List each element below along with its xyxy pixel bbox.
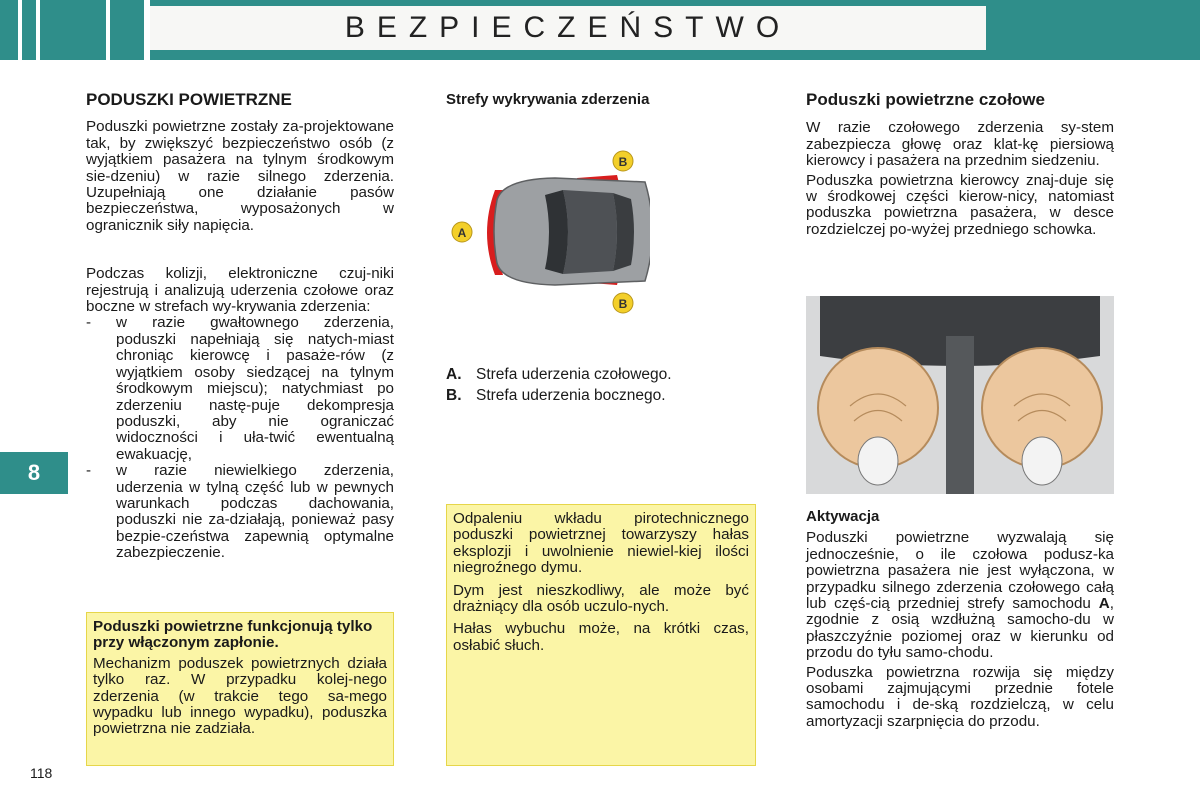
- zone-b-label: B: [618, 297, 628, 311]
- figure-heading: Strefy wykrywania zderzenia: [446, 91, 650, 108]
- ignition-note: [86, 612, 394, 766]
- list-item: - w razie gwałtownego zderzenia, poduszki napełniają się natych-miast chroniąc kierowcę i pasaże-rów (z wyjątkiem osoby siedzącej na tylnym środkowym miejscu); natychmiast po zderzeniu nastę-puje dekompresja poduszki, aby nie ograniczać widoczności i uła-twić ewentualną ewakuację,: [86, 315, 394, 463]
- intro-paragraph: Poduszki powietrzne zostały za-projektowane tak, by zwiększyć bezpieczeństwo osób (z wyjątkiem pasażera na tylnym środkowym sie-dzeniu) w razie silnego zderzenia. Uzupełniają one działanie pasów bezpieczeństwa, wyposażonych w ogranicznik siły napięcia.: [86, 118, 394, 234]
- page-header: [0, 0, 1200, 60]
- note-paragraph: Hałas wybuchu może, na krótki czas, osłabić słuch.: [453, 620, 749, 654]
- front-airbag-paragraph: W razie czołowego zderzenia sy-stem zabezpiecza głowę oraz klat-kę piersiową kierowcy i pasażera na przednim siedzeniu.: [806, 119, 1114, 170]
- activation-paragraph: Poduszki powietrzne wyzwalają się jednocześnie, o ile czołowa podusz-ka powietrzna pasażera nie jest wyłączona, w przypadku silnego zderzenia czołowego całą lub częś-cią przedniej strefy samochodu A, zgodnie z osią wzdłużną samocho-du w płaszczyźnie poziomej oraz w kierunku od przodu do tyłu samo-chodu.: [806, 529, 1114, 662]
- column-front-airbags: [806, 92, 1114, 238]
- note-text: Mechanizm poduszek powietrznych działa tylko raz. W przypadku kolej-nego zderzenia (w trakcie tego sa-mego wypadku lub innego wypadku), poduszka powietrzna nie zadziała.: [93, 654, 387, 738]
- header-stripe: [22, 0, 36, 60]
- section-heading: PODUSZKI POWIETRZNE: [86, 90, 292, 109]
- location-paragraph: Poduszka powietrzna kierowcy znaj-duje się w środkowej części kierow-nicy, natomiast poduszka powietrzna pasażera, w desce rozdzielczej po-wyżej przedniego schowka.: [806, 171, 1114, 238]
- detection-paragraph: Podczas kolizji, elektroniczne czuj-niki rejestrują i analizują uderzenia czołowe oraz boczne w strefach wy-krywania zderzenia:: [86, 265, 394, 316]
- car-roof: [563, 190, 617, 274]
- header-stripe: [110, 0, 144, 60]
- impact-list: [86, 315, 394, 561]
- header-stripe: [0, 0, 18, 60]
- deployment-paragraph: Poduszka powietrzna rozwija się między osobami zajmującymi przednie fotele samochodu i de-ską rozdzielczą, w celu amortyzacji szarpnięcia do przodu.: [806, 663, 1114, 730]
- car-top-view-diagram: [445, 145, 650, 320]
- note-paragraph: Odpaleniu wkładu pirotechnicznego poduszki powietrznej towarzyszy hałas eksplozji i uwolnienie niewiel-kiej ilości niegroźnego dymu.: [453, 510, 749, 577]
- chapter-tab[interactable]: 8: [0, 452, 68, 494]
- center-console: [946, 336, 974, 494]
- airbag-deployment-illustration: [806, 296, 1114, 494]
- legend-item: A. Strefa uderzenia czołowego.: [446, 366, 672, 383]
- legend-item: B. Strefa uderzenia bocznego.: [446, 387, 666, 404]
- column-detection-zones: [446, 92, 756, 108]
- header-stripe: [40, 0, 106, 60]
- passenger-head: [1022, 437, 1062, 485]
- driver-head: [858, 437, 898, 485]
- note-paragraph: Dym jest nieszkodliwy, ale może być drażniący dla osób uczulo-nych.: [453, 581, 749, 616]
- zone-a-label: A: [457, 226, 467, 240]
- column-airbags-intro: [86, 92, 394, 562]
- section-heading: Poduszki powietrzne czołowe: [806, 90, 1045, 109]
- zone-b-label: B: [618, 155, 628, 169]
- page-title: BEZPIECZEŃSTWO: [150, 6, 986, 50]
- figure-legend: [446, 364, 756, 406]
- list-item: - w razie niewielkiego zderzenia, uderzenia w tylną część lub w pewnych warunkach podczas dachowania, poduszki nie za-działają, ponieważ pasy bezpie-czeństwa zapewnią optymalne zabezpieczenie.: [86, 463, 394, 561]
- activation-heading: Aktywacja: [806, 508, 880, 525]
- pyrotechnic-note: [446, 504, 756, 766]
- note-title: Poduszki powietrzne funkcjonują tylko przy włączonym zapłonie.: [93, 618, 373, 652]
- activation-section: [806, 509, 1114, 730]
- page-number: 118: [30, 765, 53, 781]
